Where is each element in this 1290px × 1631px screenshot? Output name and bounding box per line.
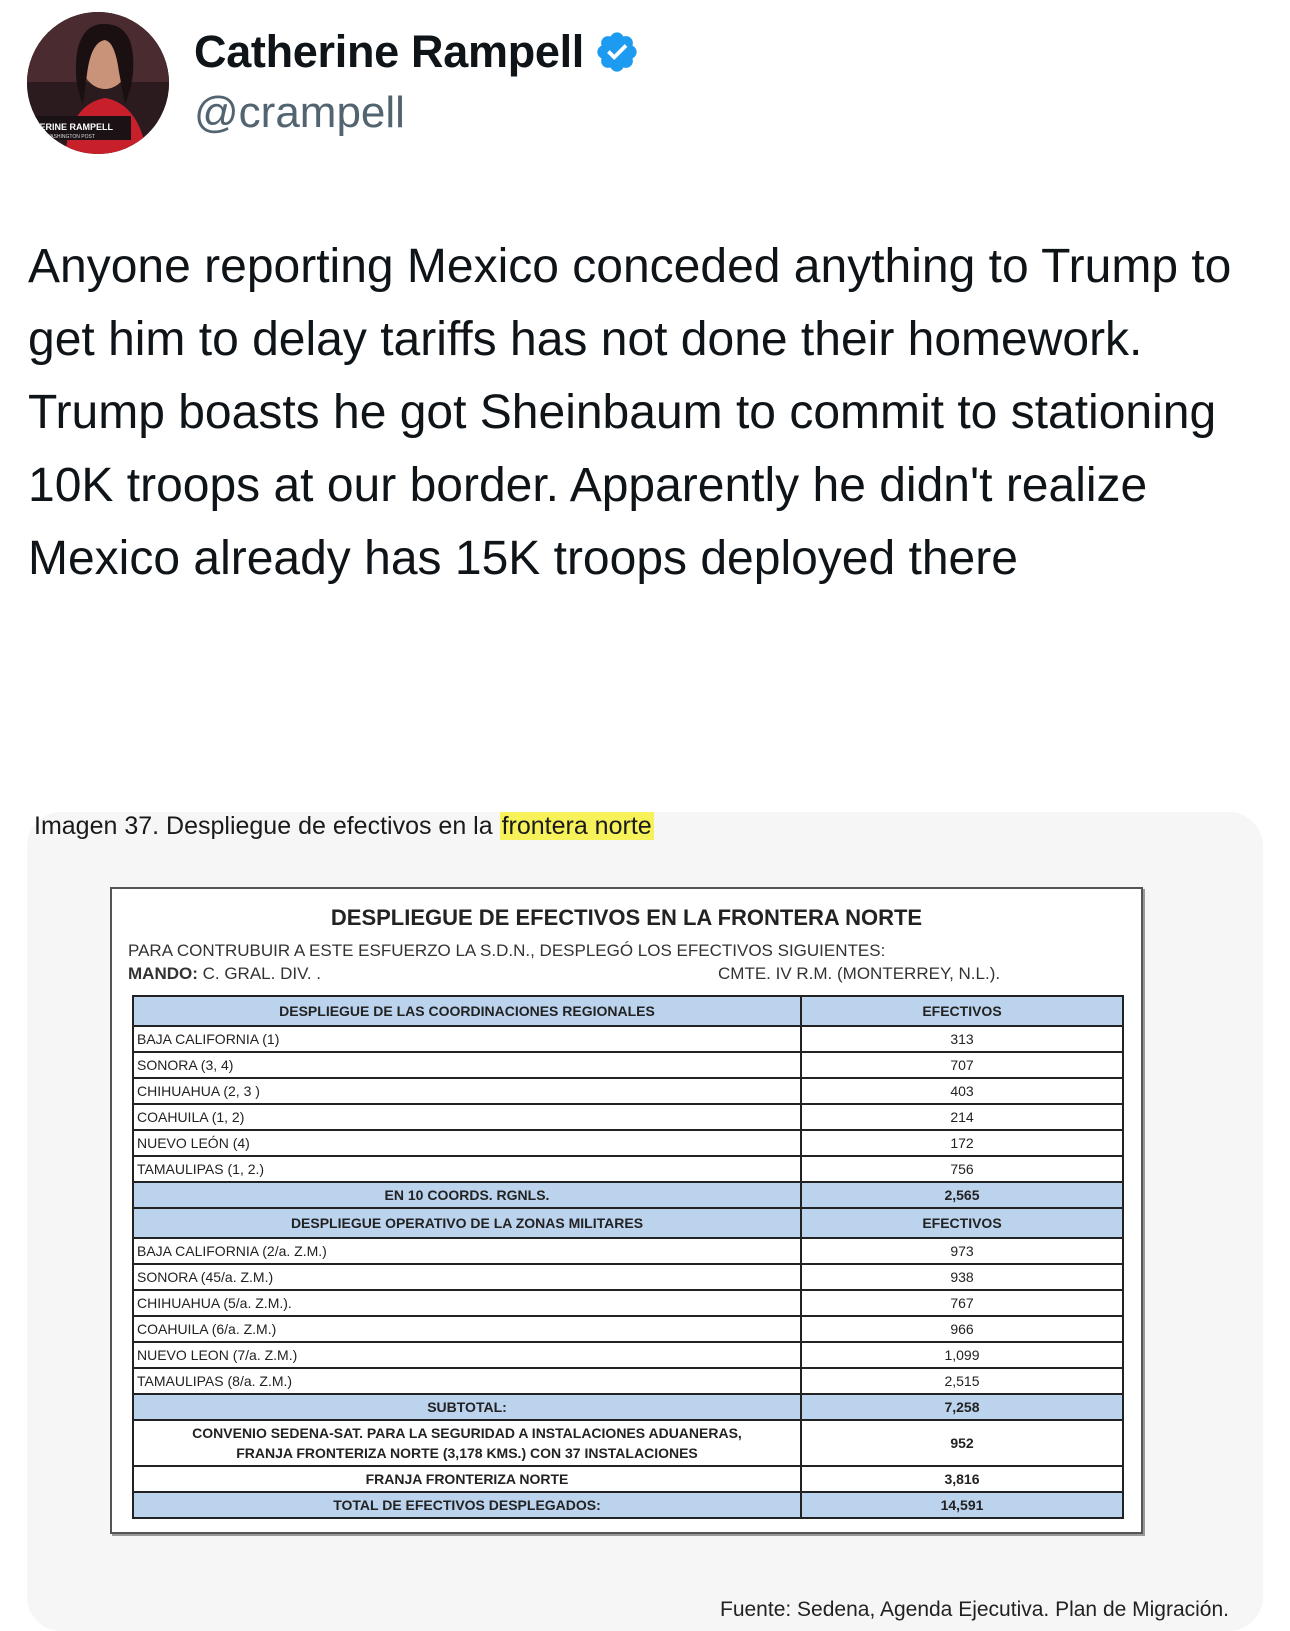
tweet-paragraph-2: Trump boasts he got Sheinbaum to commit to stationing 10K troops at our border. Apparently he didn't realize Mexico already has 15K troops deployed there	[28, 386, 1217, 585]
row-label: CHIHUAHUA (5/a. Z.M.).	[133, 1290, 801, 1316]
row-value: 313	[801, 1026, 1123, 1052]
image-source-note: Fuente: Sedena, Agenda Ejecutiva. Plan de Migración.	[720, 1598, 1230, 1621]
franja-label: FRANJA FRONTERIZA NORTE	[133, 1466, 801, 1492]
grand-total-value: 14,591	[801, 1492, 1123, 1518]
document-intro: PARA CONTRUBUIR A ESTE ESFUERZO LA S.D.N., DESPLEGÓ LOS EFECTIVOS SIGUIENTES:	[128, 941, 886, 960]
tweet-text	[28, 230, 1263, 595]
row-value: 214	[801, 1104, 1123, 1130]
section-1-total-row	[133, 1182, 1123, 1208]
convenio-label	[133, 1420, 801, 1466]
row-label: SONORA (45/a. Z.M.)	[133, 1264, 801, 1290]
row-value: 707	[801, 1052, 1123, 1078]
franja-row	[133, 1466, 1123, 1492]
grand-total-label: TOTAL DE EFECTIVOS DESPLEGADOS:	[133, 1492, 801, 1518]
row-label: SONORA (3, 4)	[133, 1052, 801, 1078]
section-1-total-label: EN 10 COORDS. RGNLS.	[133, 1182, 801, 1208]
mando-value: C. GRAL. DIV. .	[197, 964, 322, 983]
convenio-row	[133, 1420, 1123, 1466]
convenio-value: 952	[801, 1420, 1123, 1466]
grand-total-row	[133, 1492, 1123, 1518]
table-row	[133, 1104, 1123, 1130]
row-label: NUEVO LEÓN (4)	[133, 1130, 801, 1156]
document-title: DESPLIEGUE DE EFECTIVOS EN LA FRONTERA NORTE	[330, 905, 923, 930]
table-row	[133, 1264, 1123, 1290]
mando-label: MANDO:	[128, 964, 198, 983]
image-caption-highlight: frontera norte	[501, 812, 652, 840]
image-caption-prefix: Imagen 37. Despliegue de efectivos en la	[34, 812, 500, 840]
franja-value: 3,816	[801, 1466, 1123, 1492]
author-name-text: Catherine Rampell	[194, 26, 585, 77]
row-value: 966	[801, 1316, 1123, 1342]
row-value: 2,515	[801, 1368, 1123, 1394]
tweet-paragraph-1: Anyone reporting Mexico conceded anything to Trump to get him to delay tariffs has not done their homework.	[28, 240, 1232, 366]
table-row	[133, 1368, 1123, 1394]
subtotal-value: 7,258	[801, 1394, 1123, 1420]
image-caption	[34, 812, 654, 841]
table-row	[133, 1130, 1123, 1156]
table-row	[133, 1316, 1123, 1342]
convenio-line-2: FRANJA FRONTERIZA NORTE (3,178 KMS.) CON 37 INSTALACIONES	[236, 1445, 698, 1461]
tweet-header	[27, 12, 1257, 154]
author-avatar[interactable]	[27, 12, 169, 154]
section-2-header-row	[133, 1208, 1123, 1238]
table-row	[133, 1342, 1123, 1368]
subtotal-label: SUBTOTAL:	[133, 1394, 801, 1420]
table-row	[133, 1156, 1123, 1182]
section-2-header: DESPLIEGUE OPERATIVO DE LA ZONAS MILITARES	[133, 1208, 801, 1238]
table-row	[133, 1026, 1123, 1052]
row-label: CHIHUAHUA (2, 3 )	[133, 1078, 801, 1104]
table-row	[133, 1078, 1123, 1104]
deployment-table	[132, 995, 1124, 1519]
row-label: BAJA CALIFORNIA (1)	[133, 1026, 801, 1052]
row-value: 1,099	[801, 1342, 1123, 1368]
author-name[interactable]	[194, 26, 640, 78]
row-label: NUEVO LEON (7/a. Z.M.)	[133, 1342, 801, 1368]
row-label: TAMAULIPAS (8/a. Z.M.)	[133, 1368, 801, 1394]
mando-line	[128, 964, 321, 984]
row-value: 756	[801, 1156, 1123, 1182]
cmte-line: CMTE. IV R.M. (MONTERREY, N.L.).	[718, 964, 1001, 983]
section-1-header: DESPLIEGUE DE LAS COORDINACIONES REGIONALES	[133, 996, 801, 1026]
svg-text:E WASHINGTON POST: E WASHINGTON POST	[41, 134, 95, 140]
table-row	[133, 1238, 1123, 1264]
subtotal-row	[133, 1394, 1123, 1420]
row-value: 172	[801, 1130, 1123, 1156]
row-value: 403	[801, 1078, 1123, 1104]
section-2-value-header: EFECTIVOS	[801, 1208, 1123, 1238]
row-value: 767	[801, 1290, 1123, 1316]
row-label: COAHUILA (1, 2)	[133, 1104, 801, 1130]
avatar-photo-icon	[27, 12, 169, 154]
verified-badge-icon	[594, 29, 640, 75]
convenio-line-1: CONVENIO SEDENA-SAT. PARA LA SEGURIDAD A INSTALACIONES ADUANERAS,	[192, 1425, 742, 1441]
document-frame	[110, 887, 1143, 1534]
author-handle[interactable]: @crampell	[194, 88, 405, 137]
row-label: TAMAULIPAS (1, 2.)	[133, 1156, 801, 1182]
row-label: COAHUILA (6/a. Z.M.)	[133, 1316, 801, 1342]
row-value: 973	[801, 1238, 1123, 1264]
row-value: 938	[801, 1264, 1123, 1290]
svg-text:HERINE RAMPELL: HERINE RAMPELL	[33, 122, 114, 132]
table-row	[133, 1052, 1123, 1078]
section-1-header-row	[133, 996, 1123, 1026]
row-label: BAJA CALIFORNIA (2/a. Z.M.)	[133, 1238, 801, 1264]
table-row	[133, 1290, 1123, 1316]
section-1-total-value: 2,565	[801, 1182, 1123, 1208]
section-1-value-header: EFECTIVOS	[801, 996, 1123, 1026]
